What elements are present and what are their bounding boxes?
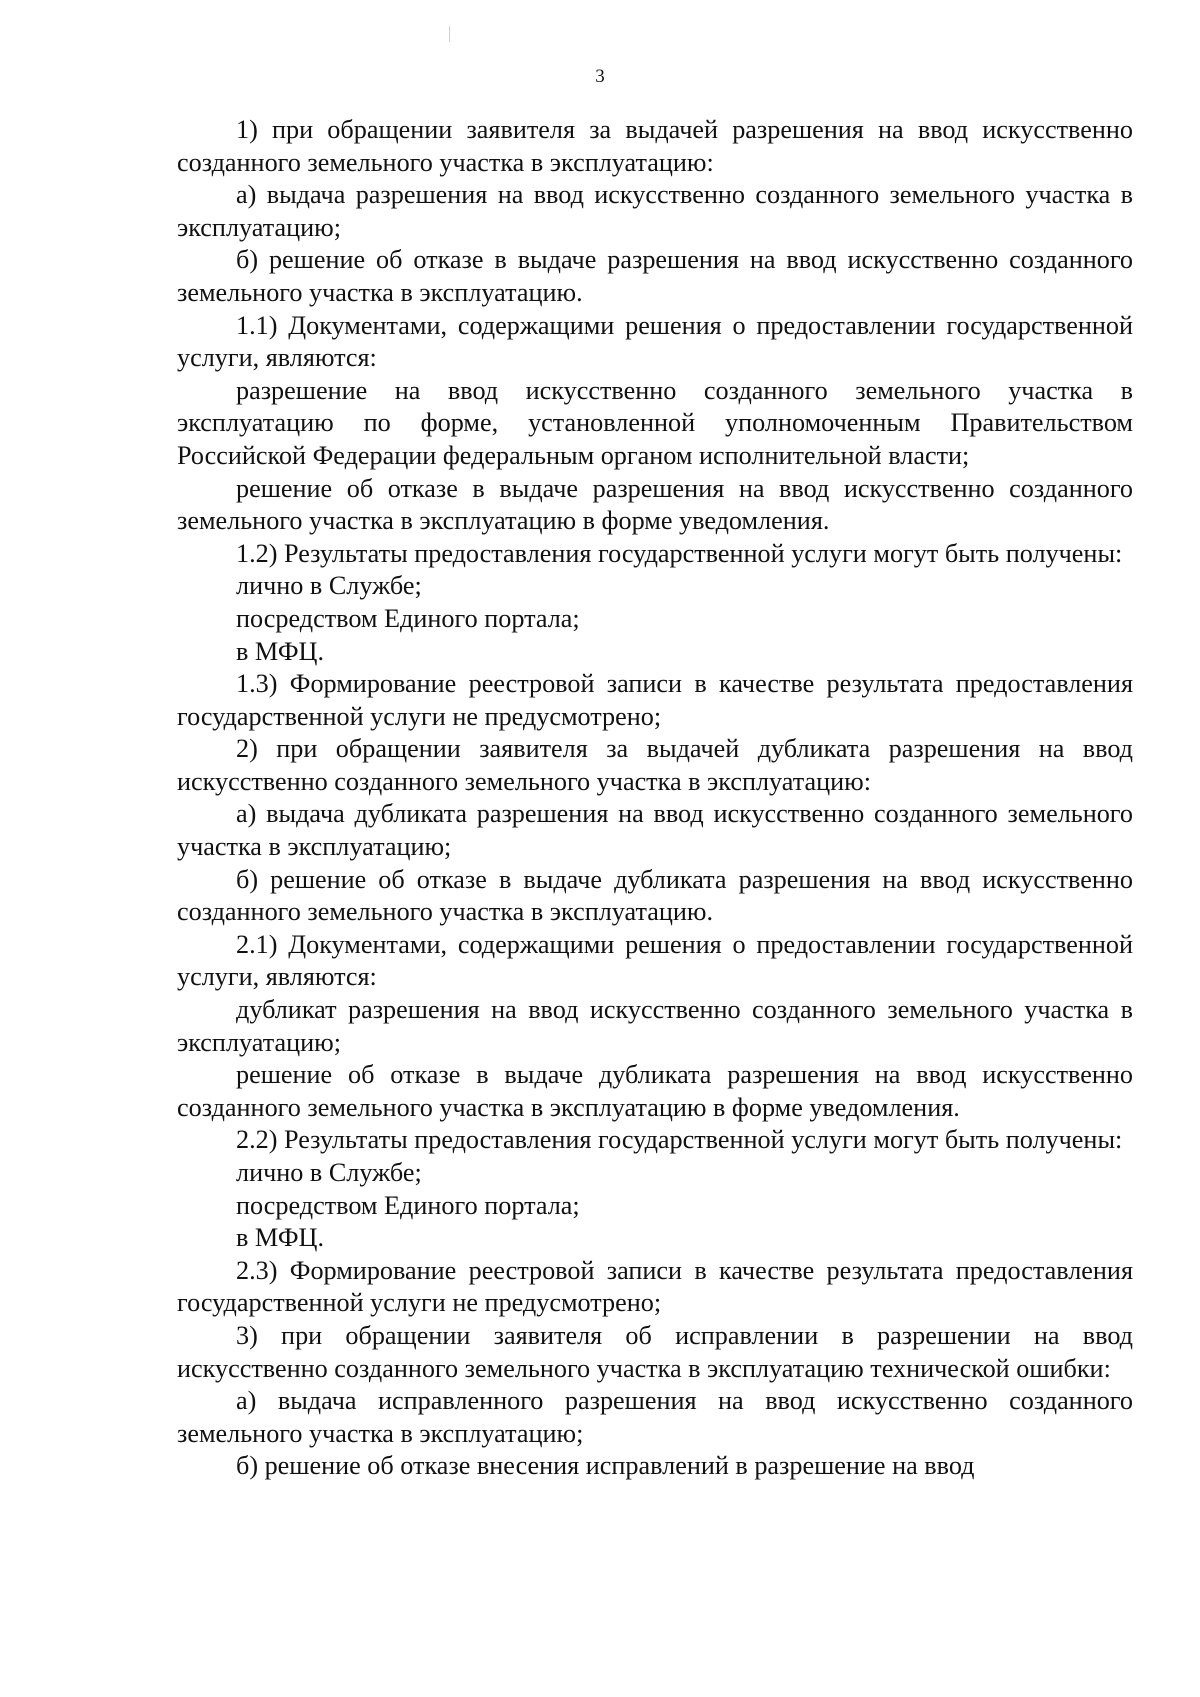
paragraph: а) выдача дубликата разрешения на ввод искусственно созданного земельного участка в эксплуатацию; (177, 799, 1133, 862)
paragraph: 2) при обращении заявителя за выдачей дубликата разрешения на ввод искусственно созданного земельного участка в эксплуатацию: (177, 734, 1133, 796)
paragraph: 2.2) Результаты предоставления государственной услуги могут быть получены: (236, 1125, 1123, 1155)
paragraph: решение об отказе в выдаче разрешения на ввод искусственно созданного земельного участка в эксплуатацию в форме уведомления. (177, 473, 1133, 536)
list-item: лично в Службе; (236, 571, 422, 601)
paragraph: б) решение об отказе в выдаче разрешения на ввод искусственно созданного земельного участка в эксплуатацию. (177, 245, 1133, 307)
paragraph: 2.1) Документами, содержащими решения о предоставлении государственной услуги, являются: (177, 929, 1133, 992)
list-item: посредством Единого портала; (236, 1190, 580, 1220)
document-body (177, 114, 1133, 1483)
paragraph: дубликат разрешения на ввод искусственно созданного земельного участка в эксплуатацию; (177, 995, 1133, 1057)
scan-artifact (449, 26, 450, 42)
paragraph: 1.2) Результаты предоставления государственной услуги могут быть получены: (236, 538, 1123, 568)
paragraph: 3) при обращении заявителя об исправлении в разрешении на ввод искусственно созданного земельного участка в эксплуатацию технической ошибки: (177, 1320, 1133, 1383)
paragraph: решение об отказе в выдаче дубликата разрешения на ввод искусственно созданного земельного участка в эксплуатацию в форме уведомления. (177, 1060, 1133, 1122)
paragraph: 2.3) Формирование реестровой записи в качестве результата предоставления государственной услуги не предусмотрено; (177, 1255, 1133, 1318)
page-number: 3 (595, 66, 605, 87)
paragraph: б) решение об отказе в выдаче дубликата разрешения на ввод искусственно созданного земельного участка в эксплуатацию. (177, 864, 1133, 927)
paragraph: разрешение на ввод искусственно созданного земельного участка в эксплуатацию по форме, установленной уполномоченным Правительством Российской Федерации федеральным органом исполнительной власти; (177, 375, 1133, 470)
paragraph: 1) при обращении заявителя за выдачей разрешения на ввод искусственно созданного земельного участка в эксплуатацию: (177, 115, 1133, 177)
list-item: лично в Службе; (236, 1158, 422, 1187)
paragraph: а) выдача исправленного разрешения на ввод искусственно созданного земельного участка в эксплуатацию; (177, 1386, 1133, 1448)
paragraph: а) выдача разрешения на ввод искусственно созданного земельного участка в эксплуатацию; (177, 180, 1133, 242)
list-item: в МФЦ. (236, 636, 324, 666)
paragraph: 1.1) Документами, содержащими решения о предоставлении государственной услуги, являются: (177, 310, 1133, 373)
paragraph: б) решение об отказе внесения исправлений в разрешение на ввод (236, 1451, 975, 1481)
list-item: посредством Единого портала; (236, 603, 580, 633)
list-item: в МФЦ. (236, 1223, 324, 1253)
paragraph: 1.3) Формирование реестровой записи в качестве результата предоставления государственной услуги не предусмотрено; (177, 669, 1133, 731)
